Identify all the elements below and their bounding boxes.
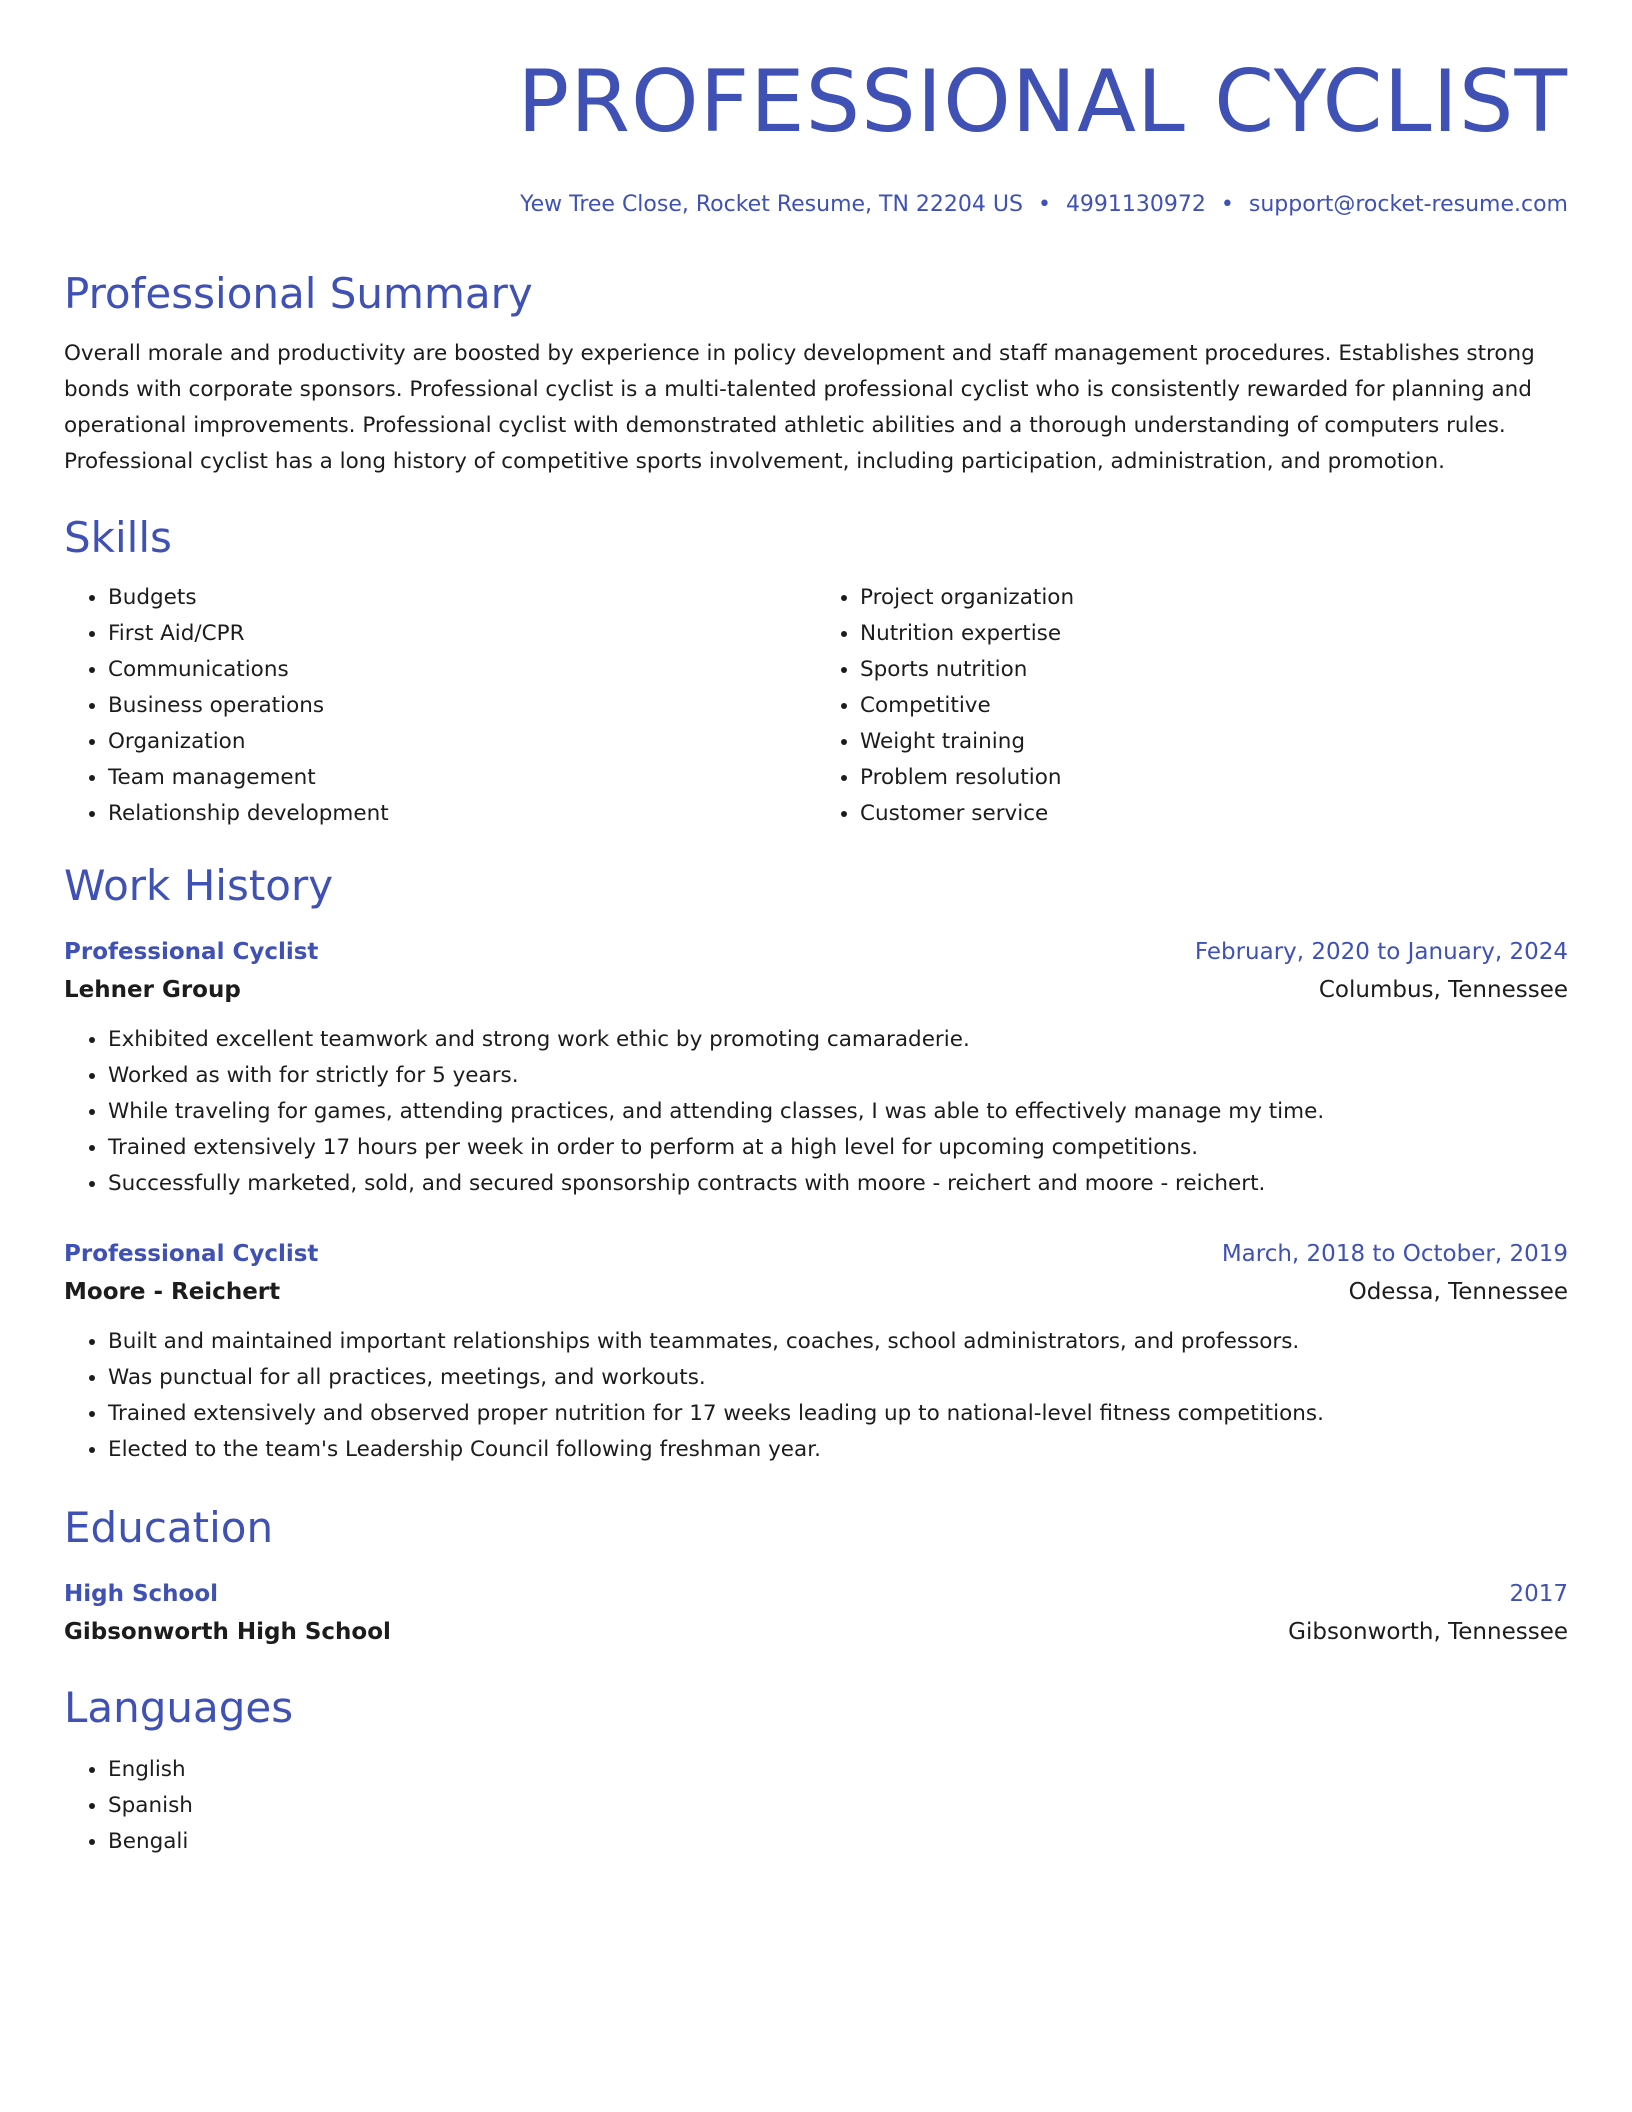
skills-list-left <box>64 580 816 832</box>
job-location: Odessa, Tennessee <box>1348 1279 1568 1305</box>
candidate-name: PROFESSIONAL CYCLIST <box>517 52 1568 152</box>
skill-item: • Problem resolution <box>860 760 1568 796</box>
job-company-row <box>64 970 1568 1010</box>
skill-item: • Sports nutrition <box>860 652 1568 688</box>
education-heading: Education <box>64 1503 274 1552</box>
job-title: Professional Cyclist <box>64 1241 319 1267</box>
skills-grid <box>64 580 1568 832</box>
contact-separator: • <box>1037 192 1051 217</box>
languages-heading: Languages <box>64 1683 294 1732</box>
job-bullet: • Trained extensively 17 hours per week in order to perform at a high level for upcoming competitions. <box>108 1130 1568 1166</box>
skill-item: • Communications <box>108 652 816 688</box>
job-bullet: • Successfully marketed, sold, and secured sponsorship contracts with moore - reichert and moore - reichert. <box>108 1166 1568 1202</box>
education-school: Gibsonworth High School <box>64 1619 391 1645</box>
job-entry <box>64 1236 1568 1468</box>
job-bullet: • While traveling for games, attending practices, and attending classes, I was able to effectively manage my time. <box>108 1094 1568 1130</box>
language-item: • Spanish <box>108 1788 1568 1824</box>
job-bullet: • Elected to the team's Leadership Council following freshman year. <box>108 1432 1568 1468</box>
job-dates: March, 2018 to October, 2019 <box>1221 1241 1568 1267</box>
job-title-row <box>64 1236 1568 1272</box>
job-title-row <box>64 934 1568 970</box>
job-company: Moore - Reichert <box>64 1279 281 1305</box>
education-degree: High School <box>64 1581 219 1607</box>
skill-item: • Business operations <box>108 688 816 724</box>
job-bullets <box>64 1324 1568 1468</box>
education-entry <box>64 1576 1568 1652</box>
skills-list-right <box>816 580 1568 832</box>
job-bullets <box>64 1022 1568 1202</box>
skill-item: • Organization <box>108 724 816 760</box>
language-item: • English <box>108 1752 1568 1788</box>
skill-item: • Competitive <box>860 688 1568 724</box>
job-location: Columbus, Tennessee <box>1318 977 1568 1003</box>
job-title: Professional Cyclist <box>64 939 319 965</box>
skill-item: • Customer service <box>860 796 1568 832</box>
skill-item: • Team management <box>108 760 816 796</box>
job-bullet: • Worked as with for strictly for 5 years. <box>108 1058 1568 1094</box>
job-company: Lehner Group <box>64 977 241 1003</box>
job-bullet: • Trained extensively and observed proper nutrition for 17 weeks leading up to national-level fitness competitions. <box>108 1396 1568 1432</box>
contact-email: support@rocket-resume.com <box>1248 192 1568 217</box>
skill-item: • Budgets <box>108 580 816 616</box>
skill-item: • First Aid/CPR <box>108 616 816 652</box>
contact-address: Yew Tree Close, Rocket Resume, TN 22204 US <box>520 192 1023 217</box>
education-degree-row <box>64 1576 1568 1612</box>
skills-heading: Skills <box>64 513 172 562</box>
work-history-heading: Work History <box>64 861 334 910</box>
job-bullet: • Built and maintained important relationships with teammates, coaches, school administrators, and professors. <box>108 1324 1568 1360</box>
skill-item: • Nutrition expertise <box>860 616 1568 652</box>
job-entry <box>64 934 1568 1202</box>
skill-item: • Weight training <box>860 724 1568 760</box>
languages-list <box>64 1752 1568 1860</box>
summary-heading: Professional Summary <box>64 269 533 318</box>
job-bullet: • Exhibited excellent teamwork and strong work ethic by promoting camaraderie. <box>108 1022 1568 1058</box>
language-item: • Bengali <box>108 1824 1568 1860</box>
job-dates: February, 2020 to January, 2024 <box>1194 939 1568 965</box>
contact-separator: • <box>1220 192 1234 217</box>
education-school-row <box>64 1612 1568 1652</box>
contact-phone: 4991130972 <box>1065 192 1206 217</box>
education-year: 2017 <box>1509 1581 1568 1607</box>
contact-line <box>64 190 1568 220</box>
skill-item: • Relationship development <box>108 796 816 832</box>
education-location: Gibsonworth, Tennessee <box>1288 1619 1568 1645</box>
job-company-row <box>64 1272 1568 1312</box>
resume-header <box>64 52 1568 220</box>
summary-text: Overall morale and productivity are boosted by experience in policy development and staff management procedures. Establishes strong bonds with corporate sponsors. Professional cyclist is a multi-talented professional cyclist who is consistently rewarded for planning and operational improvements. Professional cyclist with demonstrated athletic abilities and a thorough understanding of computers rules. Professional cyclist has a long history of competitive sports involvement, including participation, administration, and promotion. <box>64 341 1535 474</box>
skill-item: • Project organization <box>860 580 1568 616</box>
job-bullet: • Was punctual for all practices, meetings, and workouts. <box>108 1360 1568 1396</box>
